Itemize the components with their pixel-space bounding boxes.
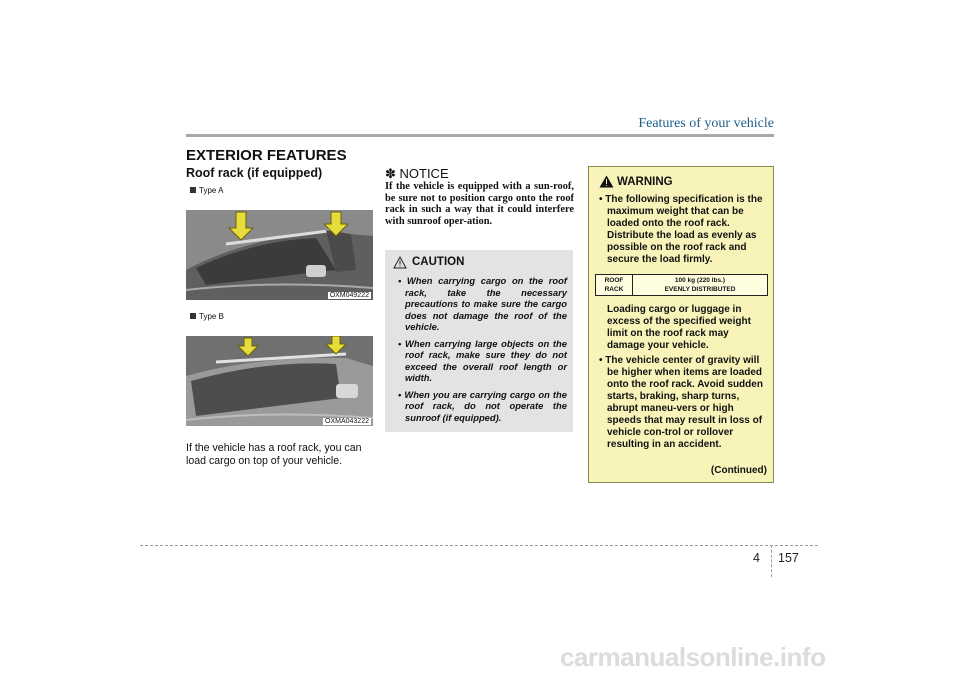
warning-box — [588, 166, 774, 483]
type-a-photo — [186, 210, 373, 300]
roof-rack-load-table — [595, 274, 768, 296]
type-b-label: Type B — [190, 312, 224, 321]
warning-bullet-2: • The vehicle center of gravity will be higher when items are loaded onto the roof rack. Avoid sudden starts, braking, sharp turns, abrupt maneu-vers or high speeds that may result in loss of vehicle con-trol or rollover resulting in an accident. — [599, 355, 763, 450]
roof-rack-body: If the vehicle has a roof rack, you can load cargo on top of your vehicle. — [186, 442, 362, 467]
caution-box — [385, 250, 573, 432]
square-bullet-icon — [190, 313, 196, 319]
type-a-code: OXM049222 — [329, 292, 369, 299]
header-title: Features of your vehicle — [638, 116, 774, 131]
warning-triangle-icon — [599, 175, 614, 188]
warning-bullet-1: • The following specification is the maximum weight that can be loaded onto the roof rack. Distribute the load as evenly as possible on the roof rack and secure the load firmly. — [599, 194, 763, 265]
caution-item: • When carrying cargo on the roof rack, take the necessary precautions to make sure the cargo does not damage the roof of the vehicle. — [398, 275, 567, 332]
caution-item: • When you are carrying cargo on the roof rack, do not operate the sunroof (if equipped). — [398, 388, 567, 423]
header-rule — [186, 134, 774, 137]
notice-title: ✽ NOTICE — [385, 166, 449, 181]
page-number: 157 — [778, 551, 799, 565]
load-table-value: 100 kg (220 lbs.) EVENLY DISTRIBUTED — [664, 277, 736, 293]
type-a-label: Type A — [190, 186, 223, 195]
watermark: carmanualsonline.info — [560, 642, 826, 672]
warning-title: WARNING — [617, 176, 673, 188]
type-b-code: OXMA043222 — [325, 418, 369, 425]
footer-rule — [140, 545, 818, 546]
notice-body: If the vehicle is equipped with a sun-roof, be sure not to position cargo onto the roof rack in such a way that it could interfere with sunroof oper-ation. — [385, 181, 574, 228]
section-title: EXTERIOR FEATURES — [186, 147, 347, 164]
load-table-label: ROOF RACK — [596, 275, 633, 296]
caution-title: CAUTION — [412, 256, 465, 268]
caution-list — [395, 275, 567, 428]
page-divider — [771, 545, 772, 577]
warning-load-text: Loading cargo or luggage in excess of the specified weight limit on the roof rack may damage your vehicle. — [607, 304, 751, 351]
warning-continued: (Continued) — [710, 465, 767, 476]
caution-item: • When carrying large objects on the roof rack, make sure they do not exceed the overall roof length or width. — [398, 337, 567, 383]
square-bullet-icon — [190, 187, 196, 193]
roof-rack-heading: Roof rack (if equipped) — [186, 166, 323, 180]
type-b-photo — [186, 336, 373, 426]
chapter-number: 4 — [753, 551, 760, 565]
caution-triangle-icon — [393, 256, 407, 269]
